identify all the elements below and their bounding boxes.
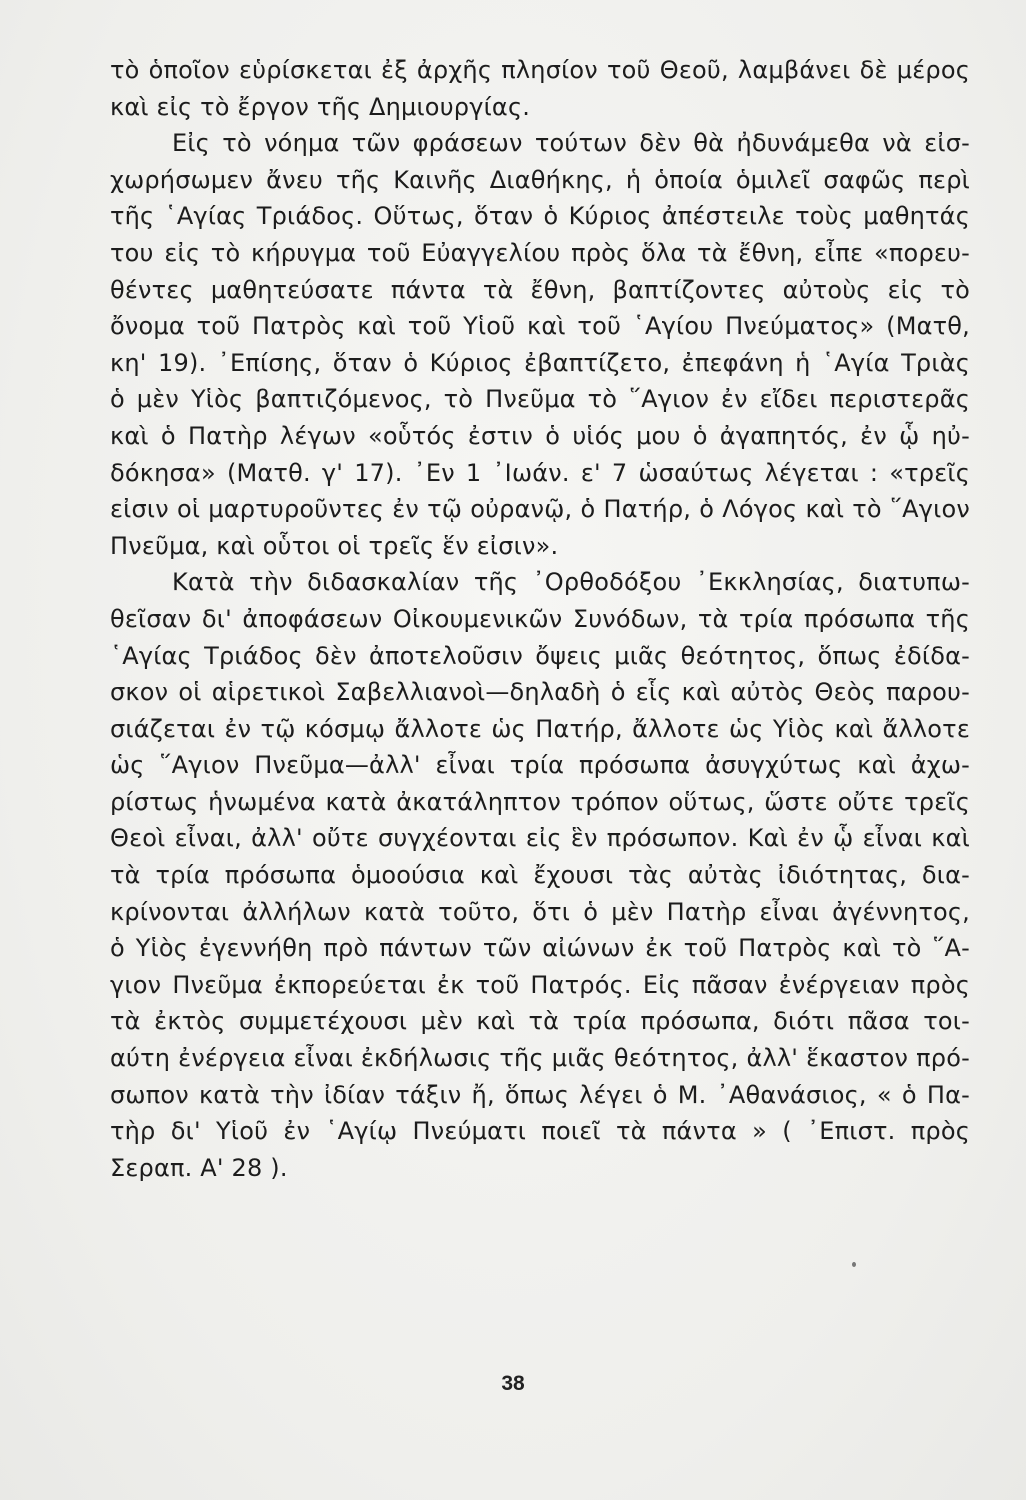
text-line: σκον οἱ αἱρετικοὶ Σαβελλιανοὶ—δηλαδὴ ὁ εἷς καὶ αὐτὸς Θεὸς παρου- xyxy=(110,678,970,707)
text-line: τὸ ὁποῖον εὑρίσκεται ἐξ ἀρχῆς πλησίον τοῦ Θεοῦ, λαμβάνει δὲ μέρος xyxy=(110,56,970,84)
text-line: του εἰς τὸ κήρυγμα τοῦ Εὐαγγελίου πρὸς ὅλα τὰ ἔθνη, εἶπε «πορευ- xyxy=(110,238,970,267)
text-line: καὶ εἰς τὸ ἔργον τῆς Δημιουργίας. xyxy=(110,92,531,121)
text-line: Κατὰ τὴν διδασκαλίαν τῆς ᾿Ορθοδόξου ᾿Εκκλησίας, διατυπω- xyxy=(172,568,970,597)
text-line: θεῖσαν δι' ἀποφάσεων Οἰκουμενικῶν Συνόδων, τὰ τρία πρόσωπα τῆς xyxy=(110,604,970,633)
text-line: αύτη ἐνέργεια εἶναι ἐκδήλωσις τῆς μιᾶς θεότητος, ἀλλ' ἕκαστον πρό- xyxy=(110,1044,970,1073)
text-line: ὡς ῞Αγιον Πνεῦμα—ἀλλ' εἶναι τρία πρόσωπα ἀσυγχύτως καὶ ἀχω- xyxy=(110,751,970,780)
text-line: καὶ ὁ Πατὴρ λέγων «οὗτός ἐστιν ὁ υἱός μου ὁ ἀγαπητός, ἐν ᾧ ηὐ- xyxy=(110,421,970,450)
text-line: Θεοὶ εἶναι, ἀλλ' οὔτε συγχέονται εἰς ἓν πρόσωπον. Καὶ ἐν ᾧ εἶναι καὶ xyxy=(110,824,970,853)
text-line: ῾Αγίας Τριάδος δὲν ἀποτελοῦσιν ὄψεις μιᾶς θεότητος, ὅπως ἐδίδα- xyxy=(110,641,970,670)
text-line: τῆς ῾Αγίας Τριάδος. Οὕτως, ὅταν ὁ Κύριος ἀπέστειλε τοὺς μαθητάς xyxy=(110,202,970,231)
text-line: τὰ τρία πρόσωπα ὁμοούσια καὶ ἔχουσι τὰς αὐτὰς ἰδιότητας, δια- xyxy=(110,861,970,890)
text-line: τὴρ δι' Υἱοῦ ἐν ῾Αγίῳ Πνεύματι ποιεῖ τὰ πάντα » ( ᾿Επιστ. πρὸς xyxy=(110,1117,970,1146)
text-line: χωρήσωμεν ἄνευ τῆς Καινῆς Διαθήκης, ἡ ὁποία ὁμιλεῖ σαφῶς περὶ xyxy=(110,165,970,194)
text-line: σιάζεται ἐν τῷ κόσμῳ ἄλλοτε ὡς Πατήρ, ἄλλοτε ὡς Υἱὸς καὶ ἄλλοτε xyxy=(110,714,970,743)
text-line: ὁ μὲν Υἱὸς βαπτιζόμενος, τὸ Πνεῦμα τὸ ῞Αγιον ἐν εἴδει περιστερᾶς xyxy=(110,385,970,414)
text-line: γιον Πνεῦμα ἐκπορεύεται ἐκ τοῦ Πατρός. Εἰς πᾶσαν ἐνέργειαν πρὸς xyxy=(110,970,970,999)
text-line: θέντες μαθητεύσατε πάντα τὰ ἔθνη, βαπτίζοντες αὐτοὺς εἰς τὸ xyxy=(110,275,970,304)
text-line: ὄνομα τοῦ Πατρὸς καὶ τοῦ Υἱοῦ καὶ τοῦ ῾Αγίου Πνεύματος» (Ματθ, xyxy=(110,312,970,341)
text-line: Εἰς τὸ νόημα τῶν φράσεων τούτων δὲν θὰ ἠδυνάμεθα νὰ εἰσ- xyxy=(172,129,970,158)
text-line: Σεραπ. Α' 28 ). xyxy=(110,1153,288,1182)
text-line: δόκησα» (Ματθ. γ' 17). ᾿Εν 1 ᾿Ιωάν. ε' 7 ὡσαύτως λέγεται : «τρεῖς xyxy=(110,458,970,487)
text-line: κη' 19). ᾿Επίσης, ὅταν ὁ Κύριος ἐβαπτίζετο, ἐπεφάνη ἡ ῾Αγία Τριὰς xyxy=(110,348,970,377)
text-line: κρίνονται ἀλλήλων κατὰ τοῦτο, ὅτι ὁ μὲν Πατὴρ εἶναι ἀγέννητος, xyxy=(110,897,970,926)
body-text xyxy=(110,52,970,1186)
text-line: εἰσιν οἱ μαρτυροῦντες ἐν τῷ οὐρανῷ, ὁ Πατήρ, ὁ Λόγος καὶ τὸ ῞Αγιον xyxy=(110,495,970,524)
scan-speck xyxy=(852,1262,856,1267)
text-line: ρίστως ἡνωμένα κατὰ ἀκατάληπτον τρόπον οὕτως, ὥστε οὔτε τρεῖς xyxy=(110,787,970,816)
text-line: Πνεῦμα, καὶ οὗτοι οἱ τρεῖς ἕν εἰσιν». xyxy=(110,531,559,560)
text-line: ὁ Υἱὸς ἐγεννήθη πρὸ πάντων τῶν αἰώνων ἐκ τοῦ Πατρὸς καὶ τὸ ῞Α- xyxy=(110,934,970,963)
text-line: τὰ ἐκτὸς συμμετέχουσι μὲν καὶ τὰ τρία πρόσωπα, διότι πᾶσα τοι- xyxy=(110,1007,970,1036)
page-number: 38 xyxy=(501,1372,525,1395)
text-line: σωπον κατὰ τὴν ἰδίαν τάξιν ἤ, ὅπως λέγει ὁ Μ. ᾿Αθανάσιος, « ὁ Πα- xyxy=(110,1080,970,1109)
